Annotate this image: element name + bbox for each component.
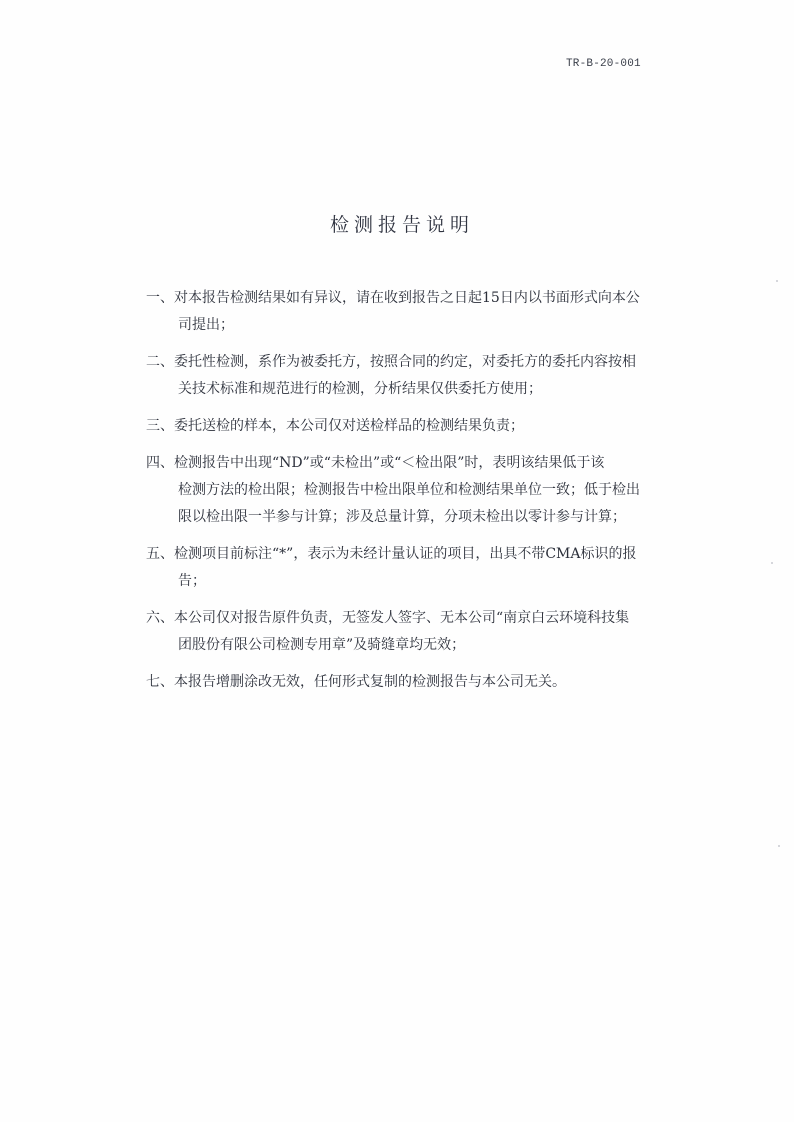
document-code: TR-B-20-001 xyxy=(566,58,641,70)
note-line: 关技术标准和规范进行的检测，分析结果仅供委托方使用； xyxy=(178,381,542,397)
note-item xyxy=(146,413,686,440)
note-item xyxy=(146,450,686,531)
note-item xyxy=(146,669,686,696)
scan-speck xyxy=(776,280,778,282)
note-line: 三、委托送检的样本，本公司仅对送检样品的检测结果负责； xyxy=(146,418,524,434)
scan-speck xyxy=(778,845,780,847)
note-line: 二、委托性检测，系作为被委托方，按照合同的约定，对委托方的委托内容按相 xyxy=(146,354,636,370)
page-title: 检测报告说明 xyxy=(329,214,474,236)
note-item xyxy=(146,605,686,659)
note-line: 团股份有限公司检测专用章”及骑缝章均无效； xyxy=(178,637,466,653)
note-line: 司提出； xyxy=(178,317,234,333)
note-line: 限以检出限一半参与计算；涉及总量计算，分项未检出以零计参与计算； xyxy=(178,509,626,525)
note-line: 七、本报告增删涂改无效，任何形式复制的检测报告与本公司无关。 xyxy=(146,674,566,690)
note-line: 六、本公司仅对报告原件负责，无签发人签字、无本公司“南京白云环境科技集 xyxy=(146,610,630,626)
notes-list xyxy=(146,285,686,706)
note-line: 检测方法的检出限；检测报告中检出限单位和检测结果单位一致；低于检出 xyxy=(178,482,640,498)
note-line: 四、检测报告中出现“ND”或“未检出”或“＜检出限”时，表明该结果低于该 xyxy=(146,455,605,471)
note-line: 告； xyxy=(178,573,206,589)
note-item xyxy=(146,541,686,595)
note-line: 五、检测项目前标注“*”，表示为未经计量认证的项目，出具不带CMA标识的报 xyxy=(146,546,637,562)
note-item xyxy=(146,349,686,403)
note-line: 一、对本报告检测结果如有异议，请在收到报告之日起15日内以书面形式向本公 xyxy=(146,290,640,306)
scan-speck xyxy=(771,562,773,564)
note-item xyxy=(146,285,686,339)
